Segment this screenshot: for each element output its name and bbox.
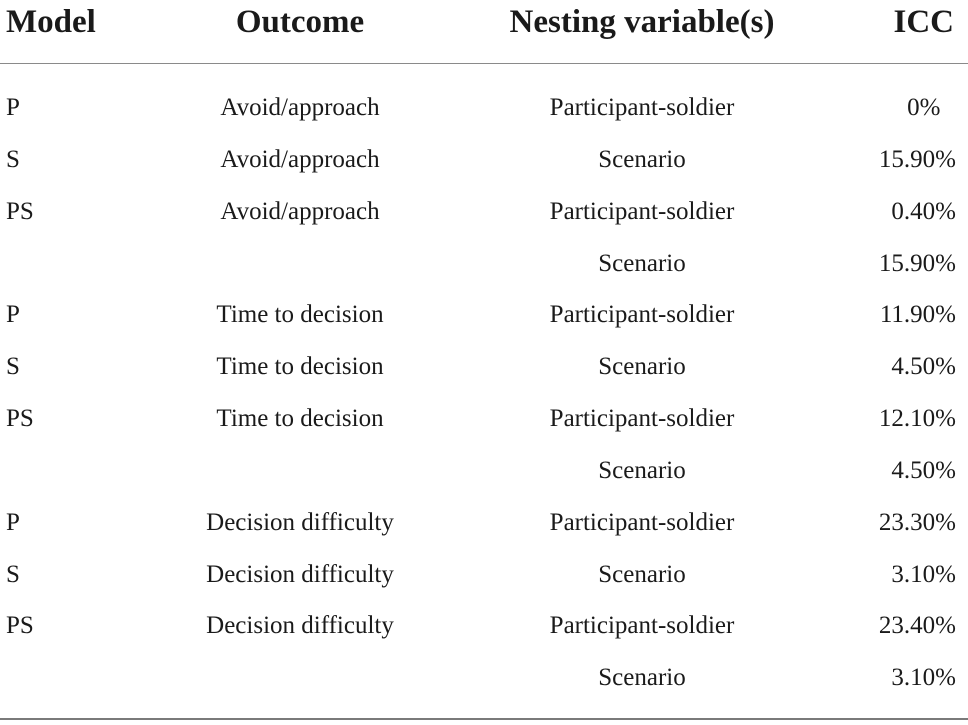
table-row [0,497,968,549]
table-row [0,341,968,393]
header-model: Model [6,4,96,40]
cell-outcome: Avoid/approach [220,94,380,121]
cell-outcome: Time to decision [216,353,384,381]
cell-icc: 3.10% [891,560,956,588]
cell-icc: 12.10% [878,405,956,433]
cell-model: PS [6,197,34,225]
table-row [0,652,968,704]
cell-icc: 0.40% [891,197,956,225]
cell-model: P [6,94,20,121]
cell-nesting-variable: Participant-soldier [549,612,735,640]
header-divider [0,63,968,64]
cell-model: P [6,301,20,329]
cell-model: PS [6,405,34,433]
cell-model: S [6,353,20,381]
cell-icc: 3.10% [891,664,956,692]
cell-nesting-variable: Scenario [598,353,686,381]
cell-icc: 4.50% [891,456,956,484]
cell-icc: 15.90% [878,249,956,277]
cell-nesting-variable: Participant-soldier [549,405,735,433]
table-row [0,134,968,186]
cell-nesting-variable: Participant-soldier [549,94,735,121]
table-row [0,289,968,341]
cell-nesting-variable: Scenario [598,560,686,588]
cell-nesting-variable: Participant-soldier [549,197,735,225]
cell-model: S [6,145,20,173]
table-row [0,393,968,445]
cell-icc: 4.50% [891,353,956,381]
cell-nesting-variable: Participant-soldier [549,508,735,536]
cell-icc: 23.30% [878,508,956,536]
cell-outcome: Avoid/approach [220,145,380,173]
cell-nesting-variable: Scenario [598,664,686,692]
table-row [0,82,968,134]
cell-model: P [6,508,20,536]
cell-outcome: Decision difficulty [206,560,394,588]
header-icc: ICC [893,4,954,40]
cell-nesting-variable: Participant-soldier [549,301,735,329]
table-body [0,82,968,704]
cell-icc: 0% [907,94,941,121]
cell-model: PS [6,612,34,640]
table-row [0,600,968,652]
cell-outcome: Time to decision [216,405,384,433]
cell-outcome: Decision difficulty [206,508,394,536]
table-header-row [0,0,968,44]
header-nesting-variables: Nesting variable(s) [509,4,775,40]
cell-icc: 23.40% [878,612,956,640]
cell-icc: 11.90% [879,301,956,329]
cell-nesting-variable: Scenario [598,456,686,484]
table-row [0,549,968,601]
cell-outcome: Decision difficulty [206,612,394,640]
table-row [0,186,968,238]
table-bottom-rule [0,718,968,720]
cell-model: S [6,560,20,588]
table-row [0,238,968,290]
table-row [0,445,968,497]
cell-nesting-variable: Scenario [598,249,686,277]
cell-outcome: Avoid/approach [220,197,380,225]
cell-outcome: Time to decision [216,301,384,329]
cell-icc: 15.90% [878,145,956,173]
cell-nesting-variable: Scenario [598,145,686,173]
header-outcome: Outcome [235,4,365,40]
